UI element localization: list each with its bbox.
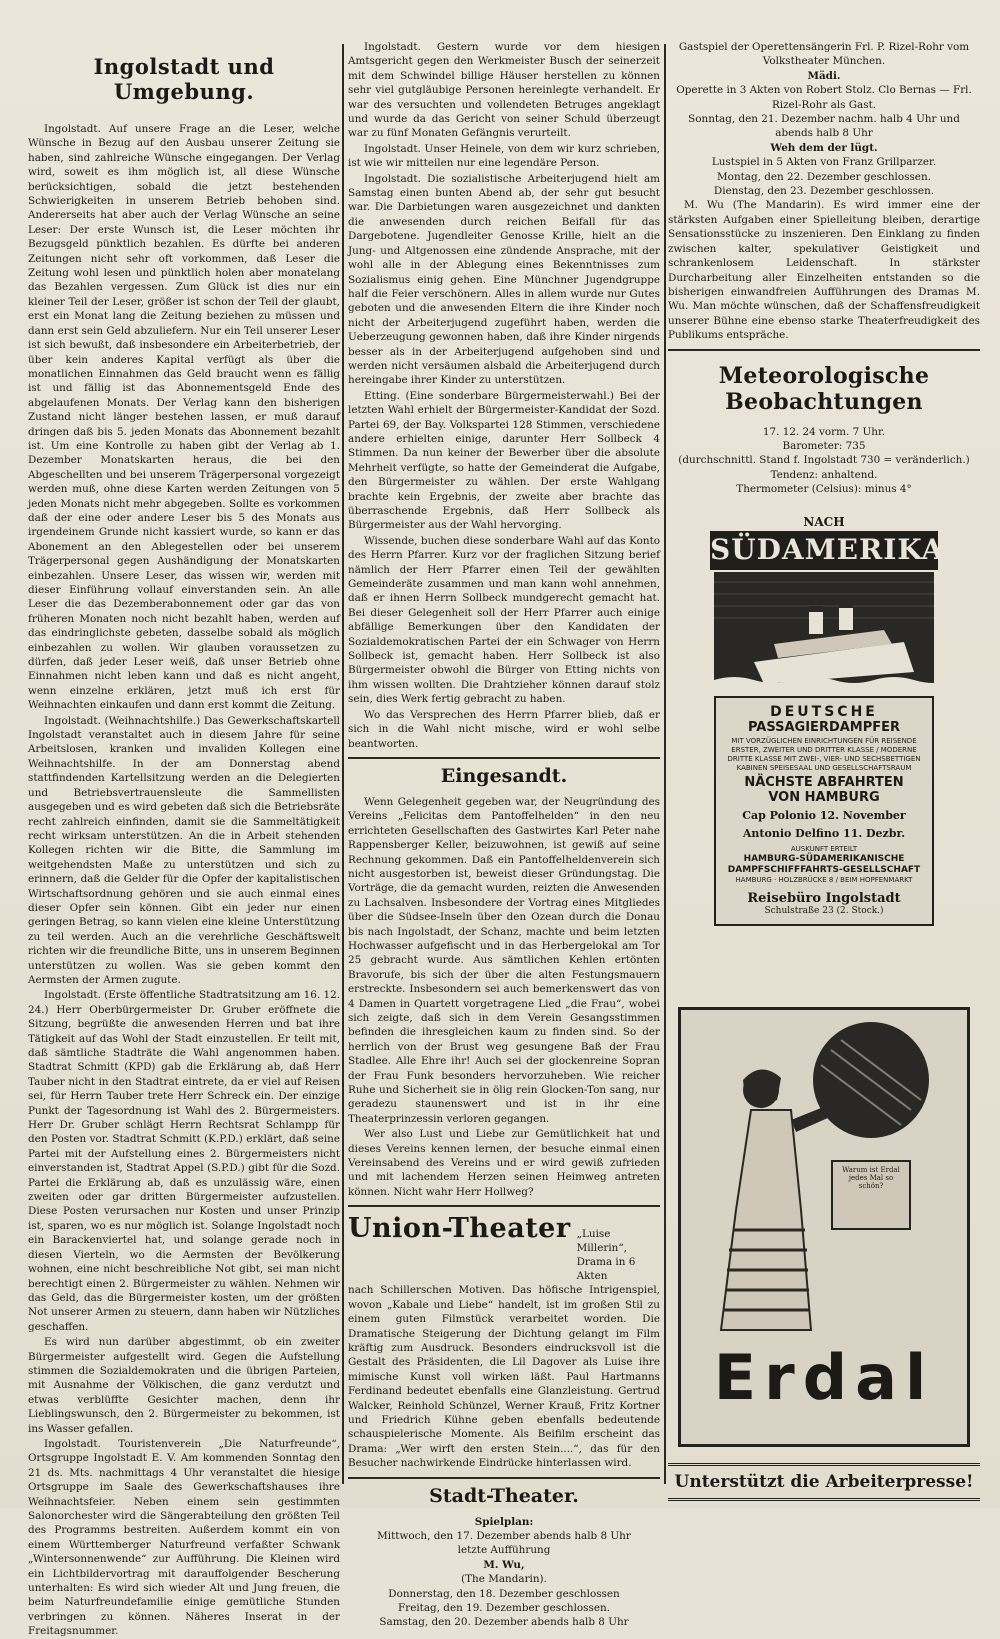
section-heading-ingolstadt: Ingolstadt und Umgebung. <box>93 54 275 104</box>
divider <box>348 1205 660 1207</box>
ad-departure: Cap Polonio 12. November <box>742 808 906 822</box>
meteorology-title: Meteorologische Beobachtungen <box>718 362 930 415</box>
article-etting-schluss: Wo das Versprechen des Herrn Pfarrer blieb, daß er sich in die Wahl nicht mische, wird er wohl selbe beantworten. <box>348 708 660 750</box>
article-pantoffelhelden-schluss: Wer also Lust und Liebe zur Gemütlichkeit hat und dieses Vereins kennen lernen, der besuche einmal einen Vereinsabend des Vereins und er wird gewiß zufrieden und mit lachendem Herzen seinen Heimweg antreten können. Nicht wahr Herr Hollweg? <box>348 1128 660 1198</box>
erdal-illustration <box>681 1010 967 1340</box>
column-news <box>348 40 660 1629</box>
ad-company: DAMPFSCHIFFFAHRTS-GESELLSCHAFT <box>727 864 921 875</box>
spielplan-play: Weh dem der lügt. <box>770 141 878 154</box>
spielplan-play: M. Wu, <box>483 1558 525 1571</box>
article-etting: Etting. (Eine sonderbare Bürgermeisterwahl.) Bei der letzten Wahl erhielt der Bürgermeister-Kandidat der Sozd. Partei 69, der Bay. Volkspartei 128 Stimmen, verschiedene andere erhielten einige, darunter Herr Sollbeck 4 Stimmen. Da nun keiner der Bewerber über die absolute Mehrheit verfügte, so hatte der Gemeinderat die Aufgabe, den Bürgermeister zu wählen. Der erste Wahlgang brachte kein Ergebnis, der zweite aber brachte das überraschende Ergebnis, daß Herr Sollbeck als Bürgermeister aus der Wahl hervorging. <box>348 389 660 532</box>
footer-slogan: Unterstützt die Arbeiterpresse! <box>668 1463 980 1501</box>
ad-reisebuero: Reisebüro Ingolstadt <box>747 890 901 906</box>
column-ingolstadt <box>28 40 340 1638</box>
ad-company: HAMBURG-SÜDAMERIKANISCHE <box>743 853 905 864</box>
spielplan-label: Spielplan: <box>474 1515 534 1528</box>
section-heading-eingesandt: Eingesandt. <box>440 764 568 787</box>
ad-text-box <box>714 696 934 926</box>
spielplan-line: Sonntag, den 21. Dezember nachm. halb 4 Uhr und abends halb 8 Uhr <box>688 113 960 140</box>
union-theater-film: „Luise Millerin“, Drama in 6 Akten <box>576 1228 636 1283</box>
meteorology-line: Thermometer (Celsius): minus 4° <box>736 483 912 496</box>
column-theater-ads <box>668 40 980 1510</box>
meteorology-line: Barometer: 735 <box>782 439 866 452</box>
steamship-icon <box>714 572 934 692</box>
advertisement-erdal <box>678 1007 970 1447</box>
ad-naechste: NÄCHSTE ABFAHRTEN <box>744 774 904 790</box>
ad-passagierdampfer: PASSAGIERDAMPFER <box>747 719 901 735</box>
article-stadtratsitzung: Ingolstadt. (Erste öffentliche Stadtratsitzung am 16. 12. 24.) Herr Oberbürgermeister Dr. Gruber eröffnete die Sitzung, begrüßte die anwesenden Herren und bat ihre Tätigkeit auf das Wohl der Stadt einzustellen. Er teilt mit, daß sämtliche Stadträte die Wahl angenommen haben. Stadtrat Schmitt (KPD) gab die Erklärung ab, daß Herr Tauber nicht in den Stadtrat eintrete, da er viel auf Reisen sei, für Herrn Tauber trete Herr Schreck ein. Der einzige Punkt der Tagesordnung ist Wahl des 2. Bürgermeisters. Herr Dr. Gruber schlägt Herrn Rechtsrat Schlampp für den Posten vor. Stadtrat Schmitt (K.P.D.) erklärt, daß seine Partei mit der Aufstellung eines 2. Bürgermeisters nicht einverstanden ist, Stadtrat Appel (S.P.D.) gibt für die Sozd. Partei die Erklärung ab, daß es unzulässig wäre, einen zweiten oder gar dritten Bürgermeister aufzustellen. Diese Posten verursachen nur Kosten und unser Prinzip ist, sparen, wo es nur möglich ist. Solange Ingolstadt noch ein Barackenviertel hat, und solange gerade noch in diesen Vierteln, wo die Aermsten der Bevölkerung wohnen, eine nicht beschreibliche Not gibt, sei man nicht berechtigt einen 2. Bürgermeister zu wählen. Nehmen wir das Geld, das die Bürgermeister kosten, um der größten Not unserer Armen zu steuern, dann haben wir Nützliches geschaffen. <box>28 989 340 1333</box>
ad-company-address: HAMBURG · HOLZBRÜCKE 8 / BEIM HOPFENMARKT <box>735 875 913 884</box>
article-abstimmung: Es wird nun darüber abgestimmt, ob ein zweiter Bürgermeister aufgestellt wird. Gegen die Aufstellung stimmen die Sozialdemokraten und die übrigen Parteien, mit Ausnahme der Völkischen, die ganz verdutzt und etwas verblüffte Gesichter machen, denn ihr Lieblingswunsch, den 2. Bürgermeister zu bekommen, ist ins Wasser gefallen. <box>28 1336 340 1435</box>
column-rule-1 <box>342 44 344 1484</box>
article-weihnachtshilfe: Ingolstadt. (Weihnachtshilfe.) Das Gewerkschaftskartell Ingolstadt veranstaltet auch in diesem Jahre für seine Arbeitslosen, kranken und invaliden Kollegen eine Weihnachtshilfe. In der am Donnerstag abend stattfindenden Kartellsitzung werden an die Delegierten und Betriebsvertrauensleute die Sammellisten ausgegeben und es wird gebeten daß sich die Betriebsräte recht zahlreich einfinden, damit sie die Sammeltätigkeit recht wirksam unterstützen. An die in Arbeit stehenden Kollegen richten wir die Bitte, die Sammlung im weitgehendsten Maße zu unterstützen und sich zu erinnern, daß die Gelder für die Opfer der kapitalistischen Wirtschaftsordnung gehören und sie auch einmal eines dieser Opfer sein können. Gibt ein jeder nur einen geringen Betrag, so kann vielen eine kleine Unterstützung zu teil werden. Auch an die verehrliche Geschäftswelt richten wir die freundliche Bitte, uns in unserem Beginnen unterstützen zu wollen. Was sie geben kommt den Aermsten der Armen zugute. <box>28 714 340 986</box>
article-abonnement: Ingolstadt. Auf unsere Frage an die Leser, welche Wünsche in Bezug auf den Ausbau unserer Zeitung sie haben, sind zahlreiche Wünsche eingegangen. Der Verlag wird, soweit es ihm möglich ist, all diese Wünsche berücksichtigen, sobald die jetzt bestehenden Schwierigkeiten in unserem Betrieb behoben sind. Andererseits hat aber auch der Verlag Wünsche an seine Leser: Der erste Wunsch ist, die Leser möchten ihr Bezugsgeld pünktlich bezahlen. Es dürfte bei anderen Zeitungen nicht sehr oft vorkommen, daß Leser die Zeitung wohl lesen und pünktlich holen aber monatelang das Bezahlen vergessen. Zum Glück ist dies nur ein kleiner Teil der Leser, größer ist schon der Teil der glaubt, erst ein Monat lang die Zeitung beziehen zu müssen und dann erst sein Geld abzuliefern. Nur ein Teil unserer Leser ist sich bewußt, daß insbesondere ein Arbeiterbetrieb, der über kein anderes Kapital verfügt als über die monatlichen Einnahmen das Geld braucht wenn es fällig ist und fällig ist das Abonnementsgeld Ende des abgelaufenen Monats. Der Verlag kann den bisherigen Zustand nicht länger bestehen lassen, er muß darauf dringen daß bis 5. jeden Monats das Abonnement bezahlt ist. Um eine Kontrolle zu haben gibt der Verlag ab 1. Dezember Monatskarten heraus, die bei den Abgeschellten und bei unserem Trägerpersonal vorgezeigt werden muß, ohne diese Karten werden Zeitungen von 5 jeden Monats nicht mehr abgegeben. Sollte es vorkommen daß der eine oder andere Leser bis 5 des Monats aus irgendeinem Grunde nicht kassiert wurde, so kann er das Abonement an den Ablegestellen oder bei unserem Trägerpersonal gegen Aushändigung der Monatskarten einbezahlen. Unsere Leser, das wissen wir, werden mit dieser Einführung vollauf einverstanden sein. An alle Leser die das Dezemberabonnement oder gar das von früheren Monaten noch nicht bezahlt haben, werden auf das eindringlichste gebeten, dasselbe sobald als möglich einbezahlen zu wollen. Wir glauben voraussetzen zu dürfen, daß jeder Leser weiß, daß unser Betrieb ohne Einnahmen nicht leben kann und daß es nicht angeht, wenn einzelne erklären, jetzt muß ich erst für Weihnachten einkaufen und dann erst kommt die Zeitung. <box>28 123 340 712</box>
meteorology-line: (durchschnittl. Stand f. Ingolstadt 730 = veränderlich.) <box>678 454 970 467</box>
meteorology-line: 17. 12. 24 vorm. 7 Uhr. <box>762 425 886 438</box>
article-arbeiterjugend: Ingolstadt. Die sozialistische Arbeiterjugend hielt am Samstag einen bunten Abend ab, der sehr gut besucht war. Die Darbietungen waren ausgezeichnet und dankten die anwesenden durch reichen Beifall für das Dargebotene. Jugendleiter Genosse Krille, hielt an die Jung- und Altgenossen eine zündende Ansprache, mit der wohl alle in der Ablegung eines Bekenntnisses zum Sozialismus einig gehen. Eine Münchner Jugendgruppe half die Feier verschönern. Alles in allem wurde nur Gutes geboten und die anwesenden Eltern die ihre Kinder noch nicht der Arbeiterjugend zugeführt haben, werden die Ueberzeugung gewonnen haben, daß ihre Kinder nirgends besser als in der Arbeiterjugend aufgehoben sind und werden nicht versäumen alsbald die Arbeiterjugend durch hereingabe ihrer Kinder zu unterstützen. <box>348 172 660 387</box>
erdal-speech-bubble: Warum ist Erdal jedes Mal so schön? <box>831 1160 911 1230</box>
spielplan-play: Mädi. <box>807 69 841 82</box>
article-amtsgericht: Ingolstadt. Gestern wurde vor dem hiesigen Amtsgericht gegen den Werkmeister Busch der seinerzeit mit dem Schwindel billige Häuser herstellen zu können sehr viel gutgläubige Personen hereinlegte verhandelt. Er war des versuchten und vollendeten Betruges angeklagt und wurde da das Gericht von seiner Schuld überzeugt war zu fünf Monaten Gefängnis verurteilt. <box>348 41 660 140</box>
union-theater-title: Union-Theater <box>348 1213 571 1245</box>
spielplan-line: Freitag, den 19. Dezember geschlossen. <box>398 1602 610 1614</box>
meteorology-line: Tendenz: anhaltend. <box>770 468 878 481</box>
spielplan-line: Lustspiel in 5 Akten von Franz Grillparzer. <box>711 156 937 169</box>
ad-description: MIT VORZÜGLICHEN EINRICHTUNGEN FÜR REISENDE ERSTER, ZWEITER UND DRITTER KLASSE / MODERNE DRITTE KLASSE MIT ZWEI-, VIER- UND SECHSBETTIGEN KABINEN SPEISESAAL UND GESELLSCHAFTSRAUM <box>727 736 921 772</box>
spielplan-line: letzte Aufführung <box>457 1544 551 1557</box>
ad-suedamerika-banner: SÜDAMERIKA <box>710 531 938 570</box>
spielplan-line: Mittwoch, den 17. Dezember abends halb 8 Uhr <box>377 1529 631 1542</box>
ad-deutsche: DEUTSCHE <box>770 703 878 720</box>
article-heinele: Ingolstadt. Unser Heinele, von dem wir kurz schrieben, ist wie wir mitteilen nur eine legendäre Person. <box>348 142 660 170</box>
spielplan-line: (The Mandarin). <box>461 1573 547 1586</box>
article-naturfreunde: Ingolstadt. Touristenverein „Die Naturfreunde“, Ortsgruppe Ingolstadt E. V. Am kommenden Sonntag den 21 ds. Mts. nachmittags 4 Uhr veranstaltet die hiesige Ortsgruppe im Saale des Gewerkschaftshauses ihre Weihnachtsfeier. Neben einem sein gestimmten Salonorchester wird die Sängerabteilung den größten Teil des Programms bestreiten. Außerdem kommt ein von einem Württemberger Naturfreund verfaßter Schwank „Wintersonnenwende“ zur Aufführung. Die Kleinen wird ein Lichtbildervortrag mit darauffolgender Bescherung unterhalten: Es wird sich wieder Alt und Jung freuen, die beim Naturfreundefamilie einige gemütliche Stunden verbringen zu können. Näheres Inserat in der Freitagsnummer. <box>28 1437 340 1638</box>
ad-von-hamburg: VON HAMBURG <box>768 789 880 805</box>
column-rule-2 <box>664 44 666 1484</box>
spielplan-line: Montag, den 22. Dezember geschlossen. <box>717 170 931 183</box>
divider <box>668 349 980 351</box>
ad-departure: Antonio Delfino 11. Dezbr. <box>742 826 906 840</box>
stadt-theater-title: Stadt-Theater. <box>429 1484 579 1507</box>
divider <box>348 757 660 759</box>
spielplan-line: Gastspiel der Operettensängerin Frl. P. Rizel-Rohr vom Volkstheater München. <box>678 41 970 68</box>
union-theater-header <box>348 1213 660 1283</box>
ad-nach: NACH <box>803 514 845 529</box>
ad-auskunft: AUSKUNFT ERTEILT <box>790 844 858 853</box>
erdal-brand: Erdal <box>713 1340 935 1414</box>
spielplan-line: Donnerstag, den 18. Dezember geschlossen <box>388 1587 620 1600</box>
spielplan-line: Operette in 3 Akten von Robert Stolz. Clo Bernas — Frl. Rizel-Rohr als Gast. <box>676 84 972 111</box>
spielplan-line: Samstag, den 20. Dezember abends halb 8 Uhr <box>379 1616 629 1629</box>
article-pantoffelhelden: Wenn Gelegenheit gegeben war, der Neugründung des Vereins „Felicitas dem Pantoffelhelden“ in den neu errichteten Gesellschaften des Gastwirtes Karl Peter nahe Rappensberger Keller, beizuwohnen, ist gewiß auf seine Rechnung gekommen. Daß ein Pantoffelheldenverein sich nicht ausgestorben ist, beweist dieser Gründungstag. Die Vorträge, die da gemacht wurden, reizten die Anwesenden zu Lachsalven. Insbesondere der Vortrag eines Mitgliedes über die Südsee-Inseln über den Ozean durch die Donau bis nach Ingolstadt, der Schanz, machte und beim letzten Hochwasser aufgefischt und in das Herbergelokal am Tor 25 gebracht wurde. Aus sämtlichen Kehlen ertönten Bravorufe, bis sich der über die alten Festungsmauern erstreckte. Insbesondern sei auch bemerkenswert das von 4 Damen in Quartett vorgetragene Lied „die Frau“, wobei sich zeigte, daß sich in dem Verein Gesangsstimmen befinden die ihresgleichen kaum zu finden sind. So der herrlich von der Brust weg gesungene Baß der Frau Stadlee. Alle Ehre ihr! Auch sei der glockenreine Sopran der Frau Funk besonders hervorzuheben. Wie reicher Ruhe und Sicherheit sie in ölig rein Glocken-Ton sang, nur geradezu staunenswert und ist in ihr eine Theaterprinzessin verloren gegangen. <box>348 795 660 1125</box>
article-etting-pfarrer: Wissende, buchen diese sonderbare Wahl auf das Konto des Herrn Pfarrer. Kurz vor der fraglichen Sitzung berief nämlich der Herr Pfarrer einen Teil der gewählten Gemeinderäte zusammen und man kann wohl annehmen, daß er ihnen Herrn Sollbeck mundgerecht gemacht hat. Bei dieser Gelegenheit soll der Herr Pfarrer auch einige abfällige Bemerkungen über den Kandidaten der Sozialdemokratischen Partei der ein Schwager von Herrn Sollbeck ist, gemacht haben. Herr Sollbeck ist also Bürgermeister obwohl die Bürger von Etting nichts von ihm wissen wollten. Die Drahtzieher können darauf stolz sein, dies Werk fertig gebracht zu haben. <box>348 534 660 706</box>
divider <box>348 1477 660 1479</box>
article-m-wu: M. Wu (The Mandarin). Es wird immer eine der stärksten Aufgaben einer Spielleitung bleiben, derartige Sensationsstücke zu inszenieren. Den Einklang zu finden zwischen kalter, spekulativer Geistigkeit und schrankenlosem Leidenschaft. In stärkster Durcharbeitung aller Einzelheiten entstanden so die bisherigen einwandfreien Aufführungen des Dramas M. Wu. Man möchte wünschen, daß der Schaffensfreudigkeit unserer Bühne eine ebenso starke Theaterfreudigkeit des Publikums entspräche. <box>668 199 980 342</box>
ad-reisebuero-address: Schulstraße 23 (2. Stock.) <box>764 905 884 916</box>
advertisement-suedamerika <box>704 515 944 985</box>
union-theater-review: nach Schillerschen Motiven. Das höfische Intrigenspiel, wovon „Kabale und Liebe“ handelt, ist im großen Stil zu einem guten Filmstück verarbeitet worden. Die Dramatische Steigerung der Dichtung gelangt im Film kräftig zum Ausdruck. Besonders eindrucksvoll ist die Gestalt des Präsidenten, die Lil Dagover als Luise ihre mimische Kunst voll wirken läßt. Paul Hartmanns Ferdinand bedeutet ebenfalls eine Glanzleistung. Gertrud Walcker, Reinhold Schünzel, Werner Krauß, Fritz Kortner und Friedrich Kühne geben ebenfalls bedeutende schauspielerische Momente. Als Beifilm erscheint das Drama: „Wer wirft den ersten Stein....“, das für den Besucher nachwirkende Eindrücke hinterlassen wird. <box>348 1284 660 1470</box>
spielplan-line: Dienstag, den 23. Dezember geschlossen. <box>713 185 935 198</box>
